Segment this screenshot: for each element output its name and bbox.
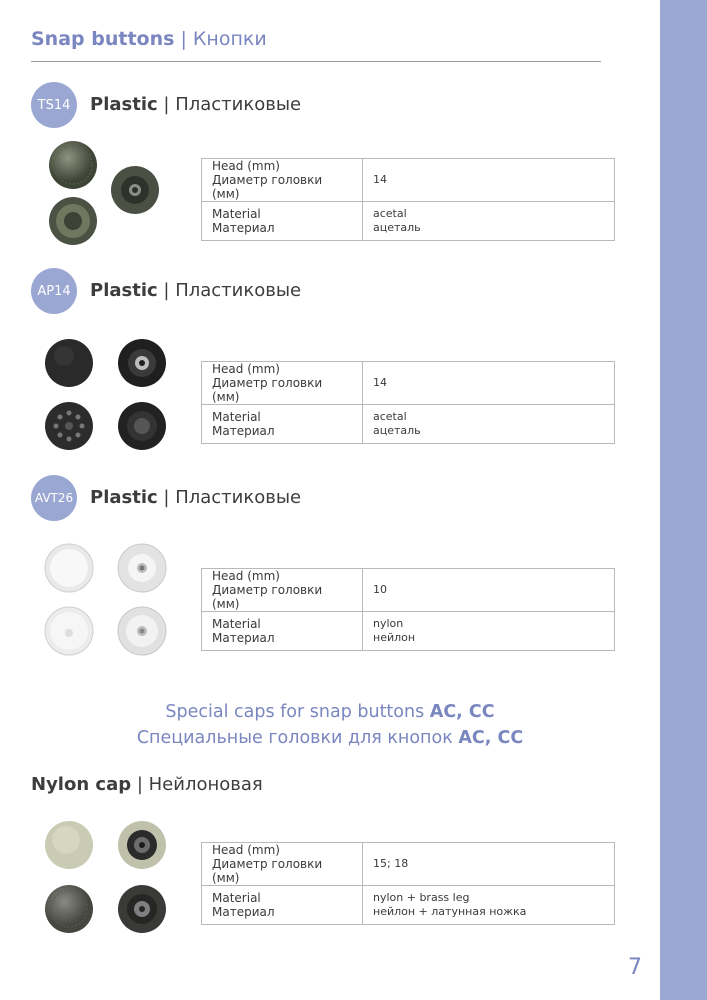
code-badge-ap14: AP14	[31, 268, 77, 314]
button-image-dimpled-cap	[48, 140, 98, 190]
side-band	[660, 0, 707, 1000]
special-caps-heading-ru: Специальные головки для кнопок AC, CC	[136, 728, 524, 748]
spec-table-nylon-cap: Head (mm) Диаметр головки (мм) 15; 18 Material Материал nylon + brass leg нейлон + латунная ножка	[201, 842, 615, 925]
page-title: Snap buttons | Кнопки	[31, 28, 267, 50]
button-image-white-stud	[117, 606, 167, 656]
button-image-beige-socket	[117, 820, 167, 870]
button-image-black-socket	[117, 338, 167, 388]
button-image-black-cap	[44, 338, 94, 388]
section-title-ap14: Plastic | Пластиковые	[90, 280, 302, 301]
button-image-metal-cap	[44, 884, 94, 934]
section-title-nylon-cap: Nylon cap | Нейлоновая	[31, 774, 263, 795]
button-image-white-back	[44, 606, 94, 656]
button-image-beige-cap	[44, 820, 94, 870]
spec-table-ap14: Head (mm) Диаметр головки (мм) 14 Material Материал acetal ацеталь	[201, 361, 615, 444]
button-image-white-cap	[44, 543, 94, 593]
button-image-white-socket	[117, 543, 167, 593]
spec-table-ts14: Head (mm) Диаметр головки (мм) 14 Material Материал acetal ацеталь	[201, 158, 615, 241]
section-title-ts14: Plastic | Пластиковые	[90, 94, 302, 115]
button-image-cap-back	[48, 196, 98, 246]
code-badge-ts14: TS14	[31, 82, 77, 128]
section-title-avt26: Plastic | Пластиковые	[90, 487, 302, 508]
spec-table-avt26: Head (mm) Диаметр головки (мм) 10 Material Материал nylon нейлон	[201, 568, 615, 651]
code-badge-avt26: AVT26	[31, 475, 77, 521]
page-number: 7	[628, 955, 642, 980]
button-image-socket	[110, 165, 160, 215]
button-image-metal-socket	[117, 884, 167, 934]
button-image-black-stud	[117, 401, 167, 451]
title-divider	[31, 61, 601, 62]
button-image-black-perforated	[44, 401, 94, 451]
special-caps-heading-en: Special caps for snap buttons AC, CC	[165, 702, 495, 722]
